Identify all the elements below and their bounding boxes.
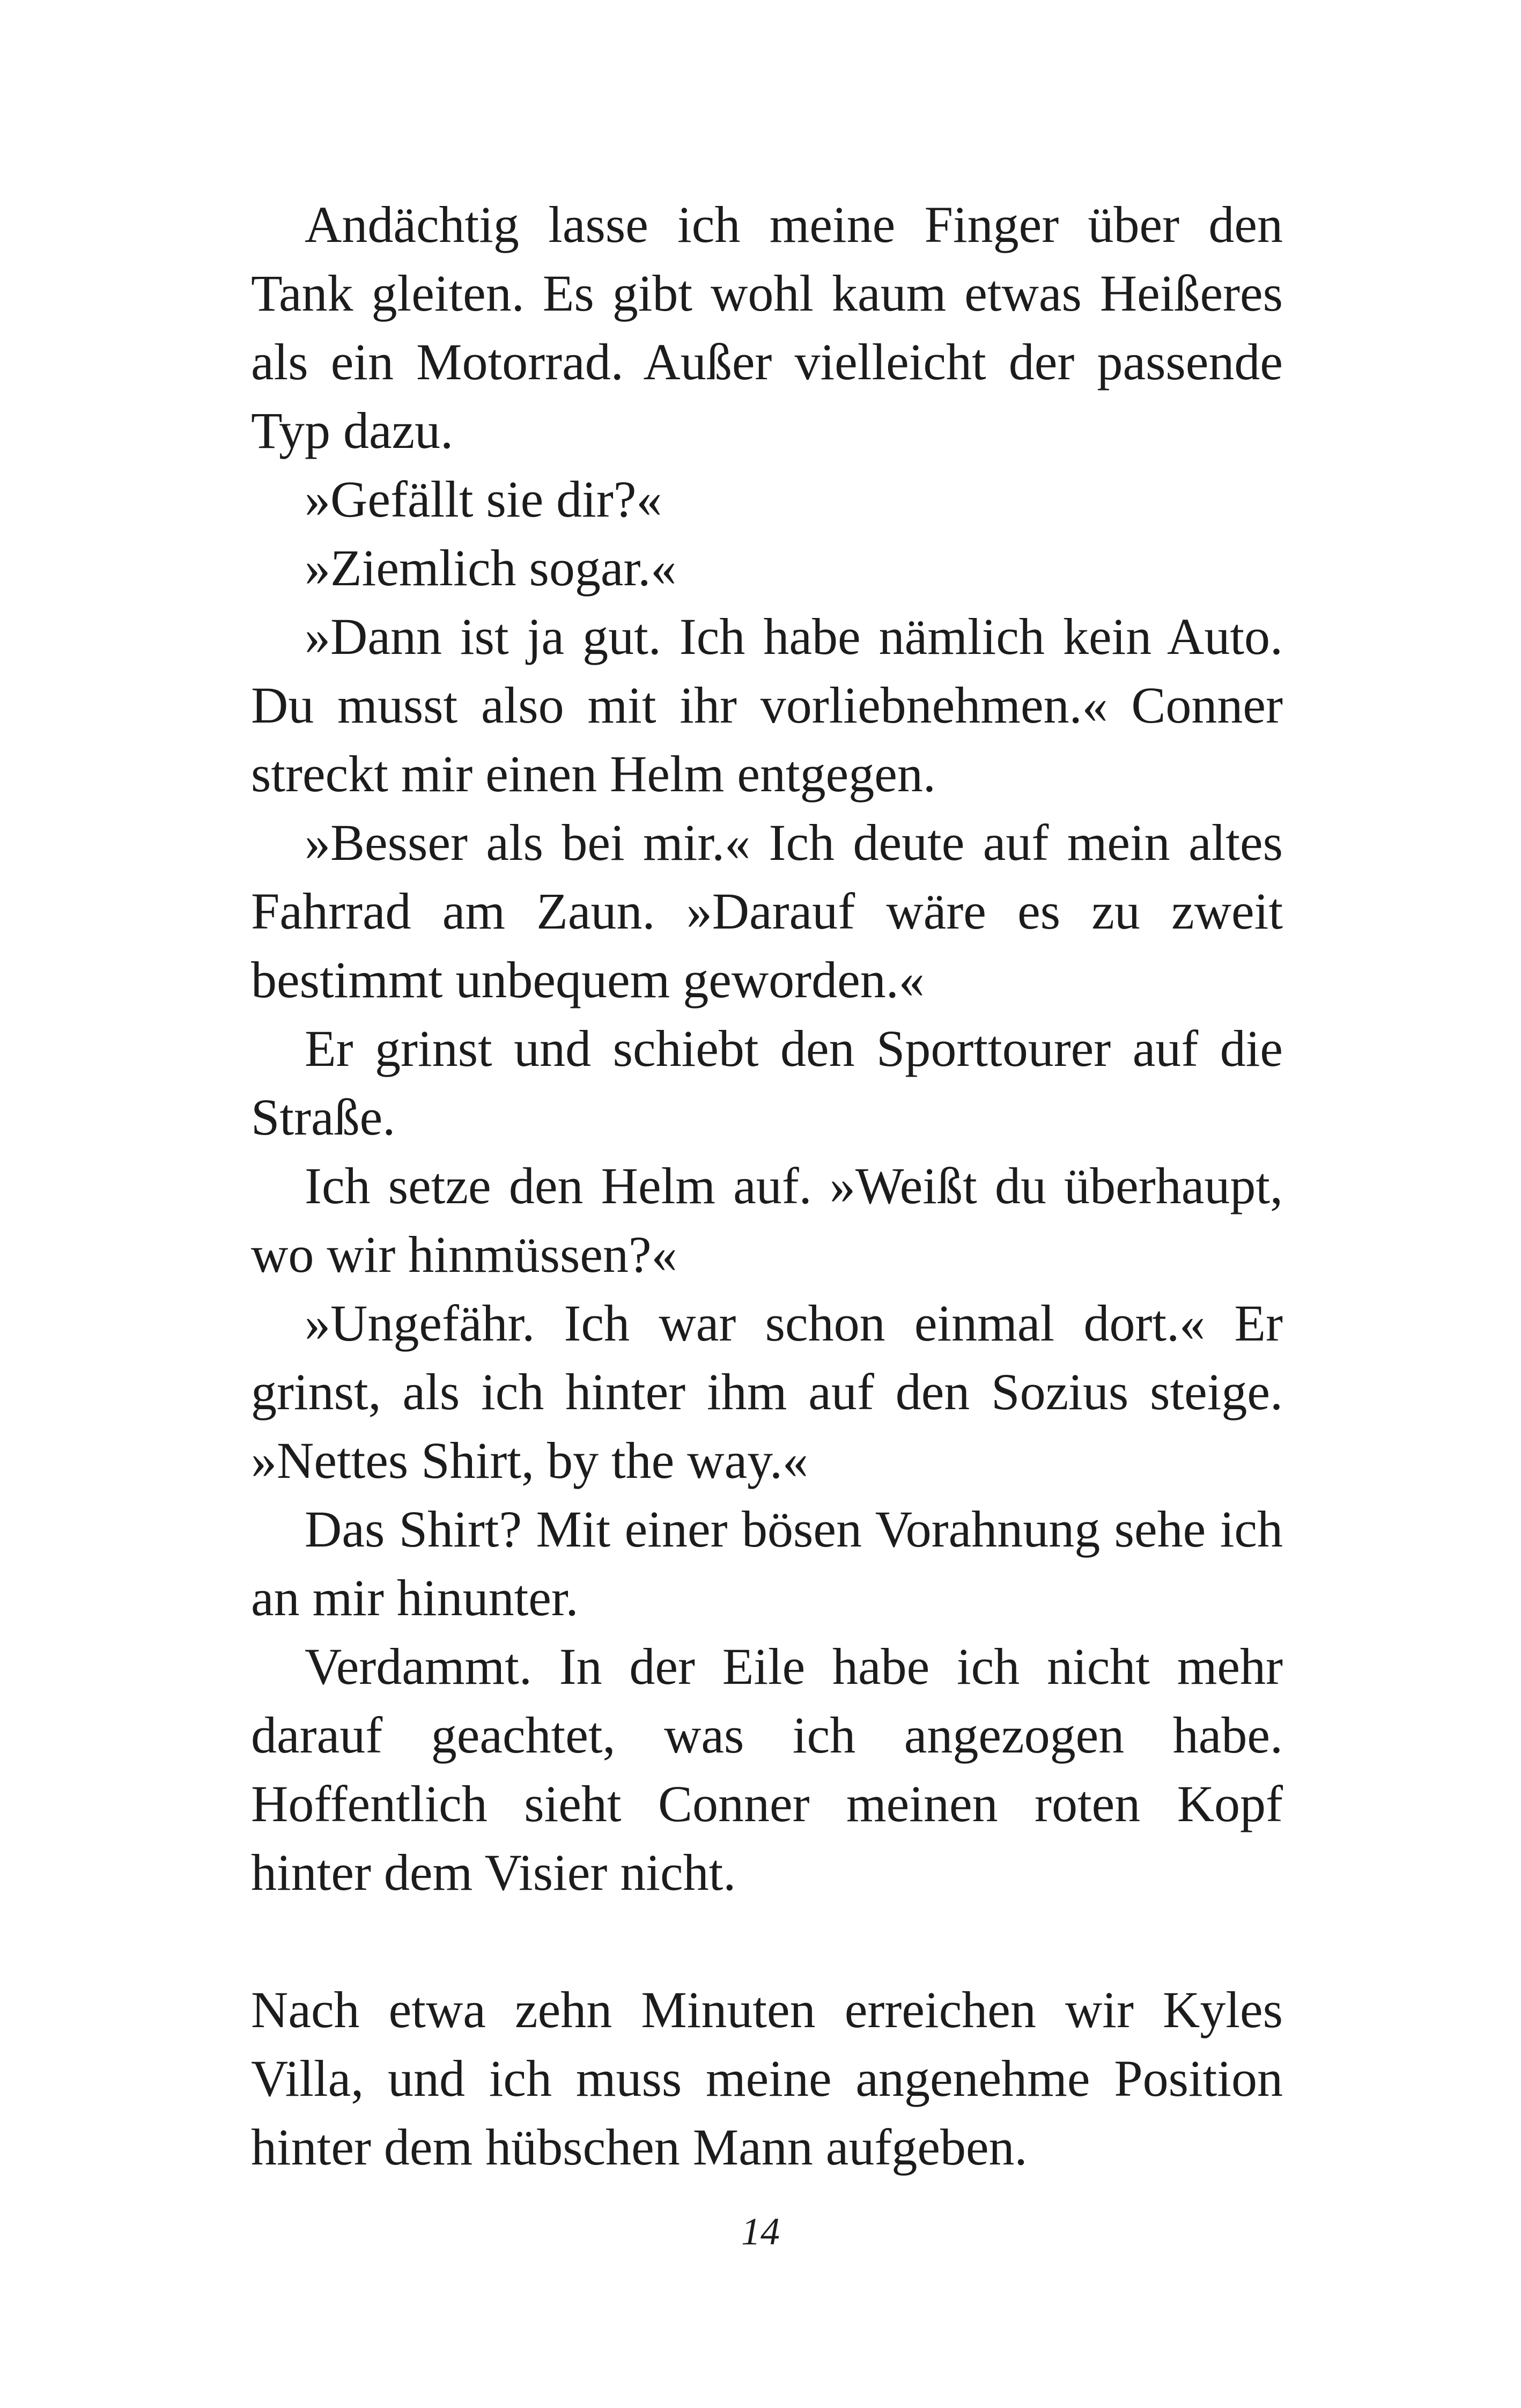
paragraph: »Besser als bei mir.« Ich deute auf mein altes Fahrrad am Zaun. »Darauf wäre es zu zweit bestimmt unbequem geworden.« xyxy=(251,814,1283,1008)
body-text xyxy=(251,190,1283,2182)
paragraph: »Ungefähr. Ich war schon einmal dort.« Er grinst, als ich hinter ihm auf den Sozius steige. »Nettes Shirt, by the way.« xyxy=(251,1294,1283,1489)
paragraph: Verdammt. In der Eile habe ich nicht mehr darauf geachtet, was ich angezogen habe. Hoffentlich sieht Conner meinen roten Kopf hinter dem Visier nicht. xyxy=(251,1638,1283,1901)
paragraph: Das Shirt? Mit einer bösen Vorahnung sehe ich an mir hinunter. xyxy=(251,1500,1283,1626)
section-start-paragraph: Nach etwa zehn Minuten erreichen wir Kyles Villa, und ich muss meine angenehme Position hinter dem hübschen Mann aufgeben. xyxy=(251,1981,1283,2176)
page-number: 14 xyxy=(741,2210,780,2253)
paragraph: »Dann ist ja gut. Ich habe nämlich kein Auto. Du musst also mit ihr vorliebnehmen.« Conner streckt mir einen Helm entgegen. xyxy=(251,608,1283,802)
paragraph: Er grinst und schiebt den Sporttourer auf die Straße. xyxy=(251,1020,1283,1146)
paragraph: »Gefällt sie dir?« xyxy=(305,470,662,528)
paragraph: Ich setze den Helm auf. »Weißt du überhaupt, wo wir hinmüssen?« xyxy=(251,1157,1283,1283)
paragraph: Andächtig lasse ich meine Finger über den Tank gleiten. Es gibt wohl kaum etwas Heißeres als ein Motorrad. Außer vielleicht der passende Typ dazu. xyxy=(251,196,1283,459)
paragraph: »Ziemlich sogar.« xyxy=(305,539,677,597)
